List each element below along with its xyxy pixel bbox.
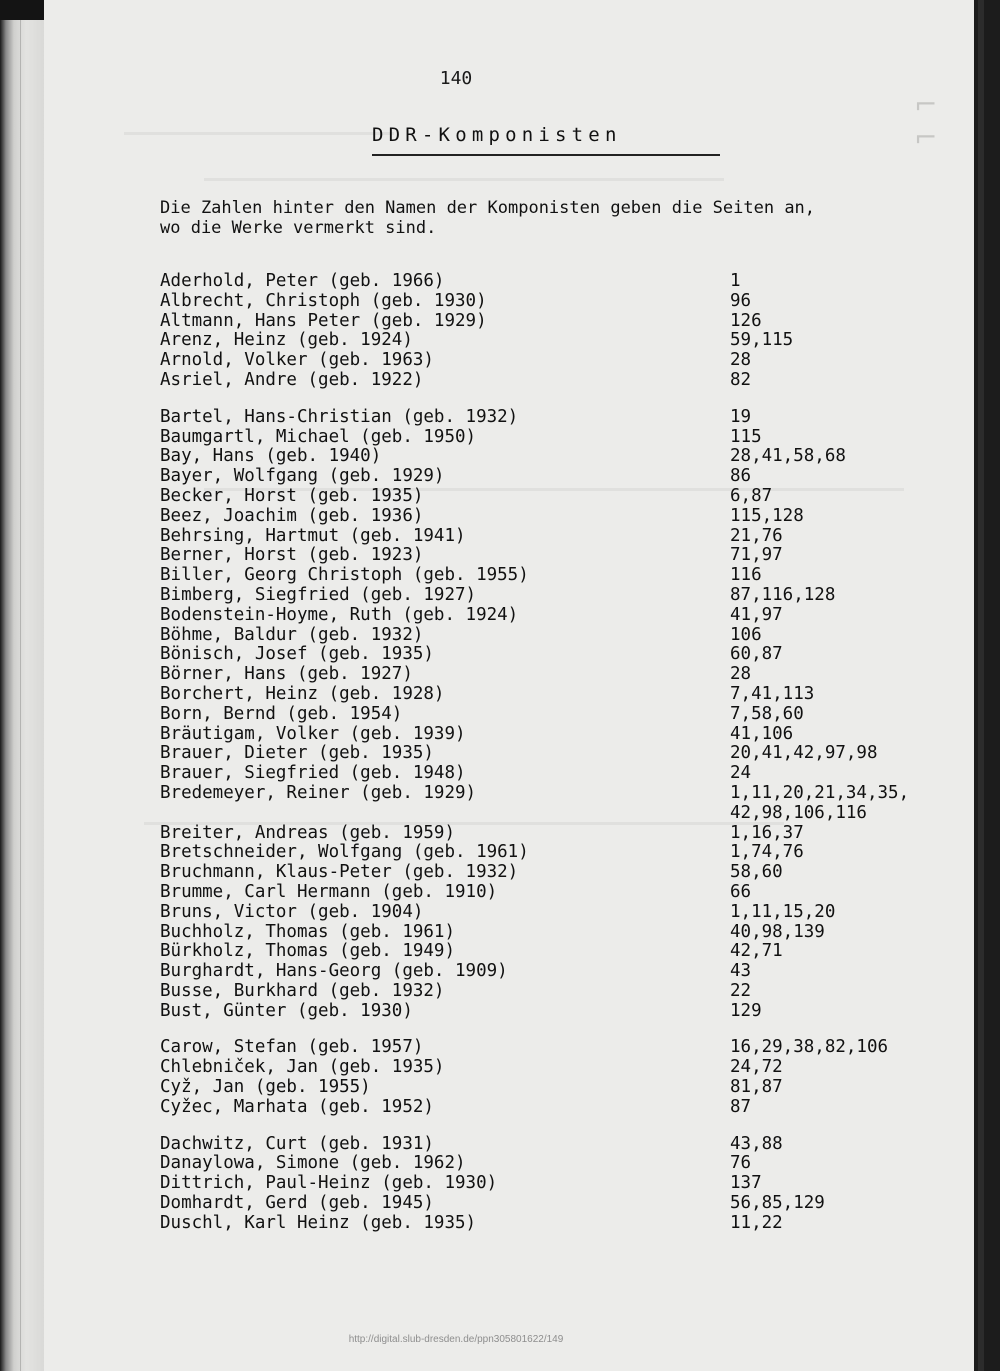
composer-entry (160, 586, 940, 606)
composer-name: Born, Bernd (geb. 1954) (160, 703, 403, 724)
composer-entry (160, 1194, 940, 1214)
page-references-line: 56,85,129 (730, 1193, 825, 1214)
page-references (730, 371, 945, 391)
page-references-line: 28,41,58,68 (730, 446, 846, 467)
page-references (730, 626, 945, 646)
page-references (730, 764, 945, 784)
composer-name: Bay, Hans (geb. 1940) (160, 446, 382, 467)
composer-entry (160, 1174, 940, 1194)
page-references-line: 7,41,113 (730, 683, 815, 704)
composer-name: Burghardt, Hans-Georg (geb. 1909) (160, 961, 508, 982)
page-references (730, 487, 945, 507)
page-references-line: 1,16,37 (730, 822, 804, 843)
page-references (730, 1174, 945, 1194)
page-references-line: 87,116,128 (730, 584, 836, 605)
composer-name: Breiter, Andreas (geb. 1959) (160, 822, 456, 843)
page-references-line: 82 (730, 369, 752, 390)
page-references (730, 725, 945, 745)
page-references-line: 16,29,38,82,106 (730, 1037, 889, 1058)
page-references-line: 41,106 (730, 723, 794, 744)
page-references (730, 962, 945, 982)
page-references-line: 19 (730, 406, 752, 427)
composer-entry (160, 351, 940, 371)
composer-name: Brauer, Siegfried (geb. 1948) (160, 763, 466, 784)
title-underline (372, 154, 720, 156)
composer-name: Buchholz, Thomas (geb. 1961) (160, 921, 456, 942)
composer-name: Bruns, Victor (geb. 1904) (160, 901, 424, 922)
composer-entry (160, 982, 940, 1002)
page-references-line: 6,87 (730, 485, 773, 506)
page-references (730, 1214, 945, 1234)
page-references-line: 28 (730, 664, 752, 685)
composer-entry (160, 272, 940, 292)
page-references-line: 106 (730, 624, 762, 645)
composer-name: Dittrich, Paul-Heinz (geb. 1930) (160, 1173, 498, 1194)
page-references-line: 60,87 (730, 644, 783, 665)
page-references-line: 1,11,20,21,34,35, (730, 782, 910, 803)
composer-entry (160, 312, 940, 332)
page-references-line: 1 (730, 271, 741, 291)
source-url[interactable]: http://digital.slub-dresden.de/ppn305801622/149 (348, 1334, 564, 1345)
page-references-line: 137 (730, 1173, 762, 1194)
composer-entry (160, 824, 940, 844)
page-references (730, 923, 945, 943)
composer-entry (160, 705, 940, 725)
composer-name: Borchert, Heinz (geb. 1928) (160, 683, 445, 704)
page-references (730, 982, 945, 1002)
page-references (730, 705, 945, 725)
intro-text (160, 198, 815, 238)
composer-entry (160, 1078, 940, 1098)
page-references (730, 645, 945, 665)
composer-name: Bürkholz, Thomas (geb. 1949) (160, 941, 456, 962)
composer-name: Berner, Horst (geb. 1923) (160, 545, 424, 566)
composer-entry (160, 408, 940, 428)
composer-name: Chlebniček, Jan (geb. 1935) (160, 1057, 445, 1078)
scan-border (974, 0, 1000, 1371)
composer-name: Biller, Georg Christoph (geb. 1955) (160, 565, 529, 586)
page-references-line: 59,115 (730, 330, 794, 351)
letter-group (160, 1135, 940, 1234)
composer-entry (160, 764, 940, 784)
page-references-line: 24 (730, 763, 752, 784)
composer-name: Behrsing, Hartmut (geb. 1941) (160, 525, 466, 546)
page-references (730, 863, 945, 883)
composer-entry (160, 744, 940, 764)
page-references-line: 115 (730, 426, 762, 447)
page-references-line: 43,88 (730, 1133, 783, 1154)
composer-entry (160, 1002, 940, 1022)
page-references (730, 1194, 945, 1214)
intro-line: Die Zahlen hinter den Namen der Komponisten geben die Seiten an, (160, 198, 816, 218)
pencil-mark: ⌐ ⌐ (914, 88, 938, 154)
page-references (730, 883, 945, 903)
composer-name: Bartel, Hans-Christian (geb. 1932) (160, 406, 519, 427)
composer-entry (160, 467, 940, 487)
composer-entry (160, 507, 940, 527)
intro-line: wo die Werke vermerkt sind. (160, 218, 437, 238)
page-references (730, 1058, 945, 1078)
page-references (730, 272, 945, 292)
composer-index (160, 272, 940, 1251)
page-references-line: 1,74,76 (730, 842, 804, 863)
page-references-line: 96 (730, 290, 752, 311)
page-references-line: 11,22 (730, 1212, 783, 1233)
page-references-line: 22 (730, 980, 752, 1001)
composer-entry (160, 292, 940, 312)
page-references (730, 331, 945, 351)
composer-entry (160, 331, 940, 351)
composer-name: Börner, Hans (geb. 1927) (160, 664, 413, 685)
page-references-line: 86 (730, 466, 752, 487)
composer-name: Bimberg, Siegfried (geb. 1927) (160, 584, 477, 605)
book-spine-edge (0, 20, 44, 1371)
page-references (730, 903, 945, 923)
bleed-through (124, 132, 394, 135)
page-references (730, 685, 945, 705)
page-references-line: 40,98,139 (730, 921, 825, 942)
composer-name: Bayer, Wolfgang (geb. 1929) (160, 466, 445, 487)
page-number: 140 (439, 68, 473, 89)
page-references (730, 586, 945, 606)
page-references (730, 546, 945, 566)
page-references (730, 1038, 945, 1058)
composer-entry (160, 883, 940, 903)
page-references-line: 126 (730, 310, 762, 331)
composer-name: Bruchmann, Klaus-Peter (geb. 1932) (160, 862, 519, 883)
page-references-line: 66 (730, 881, 752, 902)
composer-name: Bräutigam, Volker (geb. 1939) (160, 723, 466, 744)
bleed-through (204, 178, 724, 181)
composer-name: Arenz, Heinz (geb. 1924) (160, 330, 413, 351)
composer-entry (160, 487, 940, 507)
composer-name: Asriel, Andre (geb. 1922) (160, 369, 424, 390)
composer-name: Carow, Stefan (geb. 1957) (160, 1037, 424, 1058)
page-references (730, 507, 945, 527)
page-references (730, 1078, 945, 1098)
composer-name: Beez, Joachim (geb. 1936) (160, 505, 424, 526)
composer-entry (160, 863, 940, 883)
composer-entry (160, 1038, 940, 1058)
letter-group (160, 1038, 940, 1117)
composer-name: Domhardt, Gerd (geb. 1945) (160, 1193, 434, 1214)
page-references-line: 41,97 (730, 604, 783, 625)
composer-entry (160, 371, 940, 391)
composer-entry (160, 606, 940, 626)
page-references-line: 115,128 (730, 505, 804, 526)
page-references-line: 28 (730, 350, 752, 371)
page-references-line: 1,11,15,20 (730, 901, 836, 922)
composer-entry (160, 665, 940, 685)
page-references (730, 292, 945, 312)
composer-entry (160, 645, 940, 665)
page-references-line: 42,98,106,116 (730, 802, 867, 823)
composer-name: Altmann, Hans Peter (geb. 1929) (160, 310, 487, 331)
page-references (730, 566, 945, 586)
page-references (730, 467, 945, 487)
composer-name: Cyž, Jan (geb. 1955) (160, 1077, 371, 1098)
composer-name: Aderhold, Peter (geb. 1966) (160, 271, 445, 291)
page-references (730, 428, 945, 448)
page-references (730, 408, 945, 428)
composer-entry (160, 903, 940, 923)
composer-name: Dachwitz, Curt (geb. 1931) (160, 1133, 434, 1154)
composer-name: Duschl, Karl Heinz (geb. 1935) (160, 1212, 477, 1233)
composer-entry (160, 527, 940, 547)
letter-group (160, 408, 940, 1022)
page-references-line: 58,60 (730, 862, 783, 883)
composer-entry (160, 1058, 940, 1078)
composer-entry (160, 784, 940, 824)
composer-name: Baumgartl, Michael (geb. 1950) (160, 426, 477, 447)
composer-entry (160, 725, 940, 745)
composer-entry (160, 566, 940, 586)
page-references-line: 87 (730, 1096, 752, 1117)
composer-entry (160, 447, 940, 467)
composer-name: Bretschneider, Wolfgang (geb. 1961) (160, 842, 529, 863)
page-references (730, 606, 945, 626)
composer-entry (160, 923, 940, 943)
page-references-line: 76 (730, 1153, 752, 1174)
page-references-line: 129 (730, 1000, 762, 1021)
page-references (730, 744, 945, 764)
composer-entry (160, 962, 940, 982)
composer-name: Cyžec, Marhata (geb. 1952) (160, 1096, 434, 1117)
composer-entry (160, 1098, 940, 1118)
page-references-line: 43 (730, 961, 752, 982)
page-references (730, 1135, 945, 1155)
page-references (730, 527, 945, 547)
page-references (730, 1098, 945, 1118)
page-references-line: 7,58,60 (730, 703, 804, 724)
composer-name: Albrecht, Christoph (geb. 1930) (160, 290, 487, 311)
page-references (730, 351, 945, 371)
page-references-line: 24,72 (730, 1057, 783, 1078)
page-references-line: 21,76 (730, 525, 783, 546)
page-references (730, 843, 945, 863)
composer-entry (160, 1214, 940, 1234)
composer-name: Danaylowa, Simone (geb. 1962) (160, 1153, 466, 1174)
page-references (730, 312, 945, 332)
page-references (730, 824, 945, 844)
page-references-line: 116 (730, 565, 762, 586)
composer-entry (160, 626, 940, 646)
composer-name: Brumme, Carl Hermann (geb. 1910) (160, 881, 498, 902)
composer-entry (160, 1135, 940, 1155)
composer-entry (160, 685, 940, 705)
page-references (730, 665, 945, 685)
composer-name: Bodenstein-Hoyme, Ruth (geb. 1924) (160, 604, 519, 625)
page-references (730, 1002, 945, 1022)
composer-entry (160, 428, 940, 448)
page-references-line: 42,71 (730, 941, 783, 962)
composer-entry (160, 1154, 940, 1174)
page-references-line: 81,87 (730, 1077, 783, 1098)
composer-name: Böhme, Baldur (geb. 1932) (160, 624, 424, 645)
page-references-line: 71,97 (730, 545, 783, 566)
composer-name: Bredemeyer, Reiner (geb. 1929) (160, 782, 477, 803)
page-references (730, 1154, 945, 1174)
page-references-line: 20,41,42,97,98 (730, 743, 878, 764)
composer-name: Busse, Burkhard (geb. 1932) (160, 980, 445, 1001)
page-references (730, 942, 945, 962)
composer-name: Becker, Horst (geb. 1935) (160, 485, 424, 506)
composer-entry (160, 942, 940, 962)
composer-entry (160, 546, 940, 566)
page-references (730, 447, 945, 467)
composer-name: Brauer, Dieter (geb. 1935) (160, 743, 434, 764)
composer-name: Bust, Günter (geb. 1930) (160, 1000, 413, 1021)
composer-entry (160, 843, 940, 863)
page-title: DDR-Komponisten (372, 124, 622, 146)
page-references (730, 784, 945, 824)
letter-group (160, 272, 940, 391)
composer-name: Arnold, Volker (geb. 1963) (160, 350, 434, 371)
composer-name: Bönisch, Josef (geb. 1935) (160, 644, 434, 665)
